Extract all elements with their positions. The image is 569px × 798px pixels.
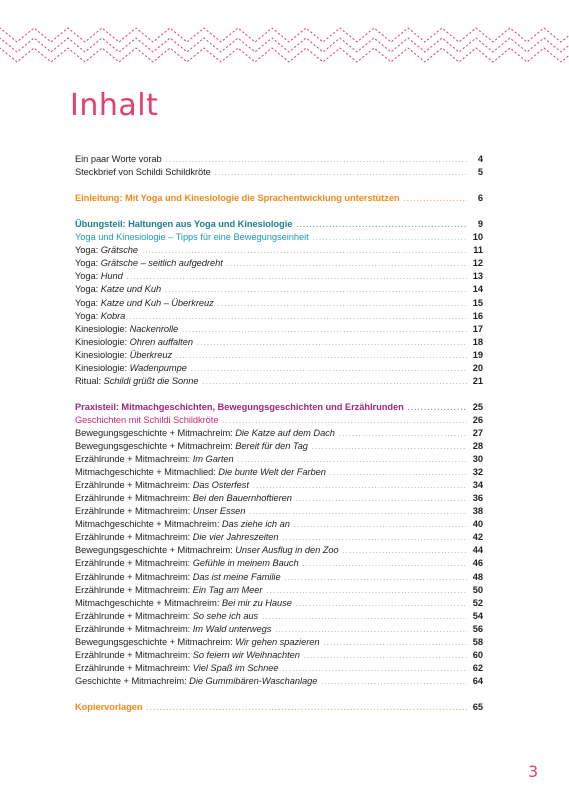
toc-entry[interactable] xyxy=(75,349,483,362)
toc-entry-story-title: Katze und Kuh xyxy=(100,284,162,295)
toc-page-number: 65 xyxy=(472,701,483,712)
toc-entry-category: Erzählrunde + Mitmachreim: xyxy=(75,662,193,673)
dot-leader xyxy=(197,336,467,350)
dot-leader xyxy=(283,531,467,545)
toc-entry-story-title: Die Katze auf dem Dach xyxy=(235,427,335,438)
toc-entry-story-title: Ohren auffalten xyxy=(129,336,193,347)
toc-page-number: 20 xyxy=(472,362,483,373)
toc-entry-story-title: Gefühle in meinem Bauch xyxy=(192,558,299,569)
toc-entry-category: Kopiervorlagen xyxy=(75,701,143,712)
toc-entry-category: Kinesiologie: xyxy=(75,349,130,360)
toc-page-number: 18 xyxy=(472,336,483,347)
toc-page-number: 32 xyxy=(472,467,483,478)
toc-entry-title xyxy=(75,466,326,479)
toc-entry[interactable] xyxy=(75,362,483,375)
dot-leader xyxy=(249,505,467,519)
toc-entry-title xyxy=(75,336,193,349)
toc-entry-title xyxy=(75,414,218,427)
dot-leader xyxy=(304,649,467,663)
toc-entry[interactable] xyxy=(75,270,483,283)
toc-entry[interactable] xyxy=(75,479,483,492)
zigzag-stitch-decoration xyxy=(0,0,569,90)
toc-entry-title xyxy=(75,440,308,453)
toc-entry-story-title: Die bunte Welt der Farben xyxy=(218,467,326,478)
toc-page-number: 11 xyxy=(473,245,483,256)
toc-entry[interactable] xyxy=(75,336,483,349)
toc-entry-title xyxy=(75,623,271,636)
dot-leader xyxy=(303,557,467,571)
toc-entry-title xyxy=(75,362,187,375)
toc-page-number: 64 xyxy=(472,675,483,686)
toc-page-number: 19 xyxy=(472,349,483,360)
toc-entry-category: Mitmachgeschichte + Mitmachlied: xyxy=(75,467,219,478)
toc-entry[interactable] xyxy=(75,166,483,179)
toc-entry-story-title: Ein Tag am Meer xyxy=(192,584,263,595)
toc-entry-story-title: So sehe ich aus xyxy=(192,610,259,621)
zigzag-line xyxy=(0,48,569,62)
toc-entry-title xyxy=(75,270,123,283)
toc-entry-category: Erzählrunde + Mitmachreim: xyxy=(75,649,193,660)
toc-page-number: 16 xyxy=(472,310,483,321)
toc-entry-title xyxy=(75,557,299,570)
dot-leader xyxy=(218,297,467,311)
dot-leader xyxy=(142,244,467,258)
toc-entry[interactable] xyxy=(75,310,483,323)
toc-entry[interactable] xyxy=(75,557,483,570)
toc-entry[interactable] xyxy=(75,466,483,479)
toc-entry-title xyxy=(75,479,249,492)
toc-entry-category: Erzählrunde + Mitmachreim: xyxy=(75,506,193,517)
toc-entry-story-title: Wadenpumpe xyxy=(129,362,187,373)
toc-entry-title xyxy=(75,244,138,257)
toc-entry[interactable] xyxy=(75,649,483,662)
toc-entry-title xyxy=(75,662,278,675)
toc-entry[interactable] xyxy=(75,597,483,610)
toc-page-number: 60 xyxy=(472,649,483,660)
toc-entry-story-title: Unser Ausflug in den Zoo xyxy=(235,545,339,556)
toc-entry-category: Praxisteil: Mitmachgeschichten, Bewegungsgeschichten und Erzählrunden xyxy=(75,401,404,412)
dot-leader xyxy=(238,453,467,467)
toc-page-number: 12 xyxy=(472,258,483,269)
toc-entry-story-title: Katze und Kuh – Überkreuz xyxy=(100,297,214,308)
toc-spacer xyxy=(75,388,483,401)
toc-entry-category: Yoga: xyxy=(75,297,101,308)
toc-entry-category: Ritual: xyxy=(75,375,104,386)
zigzag-line xyxy=(0,38,569,52)
page-title: Inhalt xyxy=(70,88,159,123)
toc-entry-story-title: Bei mir zu Hause xyxy=(221,597,292,608)
toc-page-number: 40 xyxy=(472,519,483,530)
toc-entry-category: Kinesiologie: xyxy=(75,362,130,373)
toc-page-number: 5 xyxy=(477,167,483,178)
toc-entry-category: Erzählrunde + Mitmachreim: xyxy=(75,454,193,465)
toc-entry-title xyxy=(75,701,143,714)
toc-entry-story-title: Überkreuz xyxy=(129,349,173,360)
toc-page-number: 25 xyxy=(472,401,483,412)
toc-entry[interactable] xyxy=(75,218,483,231)
toc-entry[interactable] xyxy=(75,192,483,205)
toc-entry-title xyxy=(75,349,172,362)
toc-spacer xyxy=(75,205,483,218)
toc-entry-title xyxy=(75,257,223,270)
toc-entry[interactable] xyxy=(75,675,483,688)
toc-entry-story-title: Viel Spaß im Schnee xyxy=(192,662,279,673)
toc-entry-story-title: Das ziehe ich an xyxy=(221,519,290,530)
dot-leader xyxy=(129,310,467,324)
toc-entry-category: Kinesiologie: xyxy=(75,336,130,347)
toc-page-number: 15 xyxy=(472,297,483,308)
toc-entry-category: Übungsteil: Haltungen aus Yoga und Kinesiologie xyxy=(75,219,293,230)
toc-entry-title xyxy=(75,231,309,244)
toc-entry-title xyxy=(75,610,258,623)
toc-entry[interactable] xyxy=(75,414,483,427)
toc-entry[interactable] xyxy=(75,544,483,557)
dot-leader xyxy=(294,518,467,532)
dot-leader xyxy=(285,571,467,585)
toc-entry-story-title: Die Gummibären-Waschanlage xyxy=(189,675,318,686)
toc-entry-category: Erzählrunde + Mitmachreim: xyxy=(75,480,193,491)
toc-entry-category: Yoga: xyxy=(75,284,101,295)
toc-entry-story-title: Die vier Jahreszeiten xyxy=(192,532,279,543)
toc-page-number: 28 xyxy=(472,441,483,452)
dot-leader xyxy=(296,218,467,232)
toc-entry[interactable] xyxy=(75,662,483,675)
toc-entry-category: Ein paar Worte vorab xyxy=(75,154,162,164)
dot-leader xyxy=(166,153,467,167)
toc-page-number: 44 xyxy=(472,545,483,556)
dot-leader xyxy=(296,597,467,611)
toc-entry[interactable] xyxy=(75,440,483,453)
dot-leader xyxy=(343,544,467,558)
dot-leader xyxy=(313,231,467,245)
toc-entry[interactable] xyxy=(75,231,483,244)
toc-entry[interactable] xyxy=(75,257,483,270)
dot-leader xyxy=(323,636,467,650)
toc-entry-title xyxy=(75,218,292,231)
toc-entry-title xyxy=(75,375,199,388)
toc-entry[interactable] xyxy=(75,453,483,466)
dot-leader xyxy=(262,610,467,624)
toc-entry-story-title: Bereit für den Tag xyxy=(235,441,308,452)
toc-entry-category: Bewegungsgeschichte + Mitmachreim: xyxy=(75,636,236,647)
toc-entry-story-title: Hund xyxy=(100,271,123,282)
toc-entry-story-title: Wir gehen spazieren xyxy=(235,636,320,647)
toc-entry-title xyxy=(75,597,292,610)
toc-entry-title xyxy=(75,453,234,466)
toc-page-number: 54 xyxy=(472,610,483,621)
toc-entry-category: Erzählrunde + Mitmachreim: xyxy=(75,623,193,634)
toc-entry[interactable] xyxy=(75,505,483,518)
dot-leader xyxy=(408,401,467,415)
toc-entry-story-title: Im Garten xyxy=(192,454,234,465)
toc-spacer xyxy=(75,179,483,192)
toc-entry-title xyxy=(75,505,245,518)
toc-entry-category: Yoga: xyxy=(75,271,101,282)
toc-entry-category: Erzählrunde + Mitmachreim: xyxy=(75,558,193,569)
toc-entry[interactable] xyxy=(75,610,483,623)
toc-page-number: 38 xyxy=(472,506,483,517)
toc-entry-category: Bewegungsgeschichte + Mitmachreim: xyxy=(75,545,236,556)
dot-leader xyxy=(182,323,467,337)
dot-leader xyxy=(222,414,467,428)
toc-entry-category: Yoga und Kinesiologie – Tipps für eine Bewegungseinheit xyxy=(75,232,309,243)
toc-entry-title xyxy=(75,323,178,336)
toc-page-number: 42 xyxy=(472,532,483,543)
toc-entry[interactable] xyxy=(75,283,483,296)
toc-entry-category: Steckbrief von Schildi Schildkröte xyxy=(75,167,211,178)
toc-entry[interactable] xyxy=(75,492,483,505)
toc-page-number: 48 xyxy=(472,571,483,582)
toc-entry-story-title: Nackenrolle xyxy=(129,323,179,334)
toc-entry-title xyxy=(75,636,319,649)
toc-entry[interactable] xyxy=(75,427,483,440)
dot-leader xyxy=(127,270,467,284)
toc-page-number: 36 xyxy=(472,493,483,504)
toc-entry[interactable] xyxy=(75,531,483,544)
toc-entry-category: Bewegungsgeschichte + Mitmachreim: xyxy=(75,441,236,452)
toc-entry-story-title: Grätsche xyxy=(100,245,139,256)
toc-page-number: 17 xyxy=(472,323,483,334)
toc-page-number: 62 xyxy=(472,662,483,673)
toc-entry-title xyxy=(75,492,292,505)
dot-leader xyxy=(165,283,467,297)
dot-leader xyxy=(312,440,467,454)
dot-leader xyxy=(227,257,467,271)
toc-entry-title xyxy=(75,310,125,323)
toc-entry-title xyxy=(75,571,281,584)
toc-entry-title xyxy=(75,531,279,544)
dot-leader xyxy=(215,166,467,180)
dot-leader xyxy=(176,349,467,363)
dot-leader xyxy=(191,362,467,376)
toc-entry[interactable] xyxy=(75,571,483,584)
toc-entry[interactable] xyxy=(75,518,483,531)
toc-page-number: 56 xyxy=(472,623,483,634)
toc-page-number: 52 xyxy=(472,597,483,608)
toc-entry-story-title: Das Osterfest xyxy=(192,480,249,491)
toc-entry-title xyxy=(75,192,400,205)
toc-entry[interactable] xyxy=(75,401,483,414)
toc-page-number: 9 xyxy=(477,219,483,230)
toc-entry[interactable] xyxy=(75,244,483,257)
dot-leader xyxy=(330,466,467,480)
toc-entry[interactable] xyxy=(75,623,483,636)
dot-leader xyxy=(147,701,468,715)
toc-entry[interactable] xyxy=(75,323,483,336)
toc-entry-category: Yoga: xyxy=(75,310,101,321)
dot-leader xyxy=(321,675,467,689)
toc-entry-category: Kinesiologie: xyxy=(75,323,130,334)
toc-entry[interactable] xyxy=(75,636,483,649)
toc-page-number: 13 xyxy=(472,271,483,282)
dot-leader xyxy=(275,623,467,637)
dot-leader xyxy=(339,427,467,441)
toc-entry-category: Erzählrunde + Mitmachreim: xyxy=(75,571,193,582)
toc-entry-category: Erzählrunde + Mitmachreim: xyxy=(75,493,193,504)
dot-leader xyxy=(203,375,467,389)
toc-entry-title xyxy=(75,153,162,166)
toc-page-number: 26 xyxy=(472,414,483,425)
toc-entry-category: Mitmachgeschichte + Mitmachreim: xyxy=(75,597,222,608)
toc-entry[interactable] xyxy=(75,375,483,388)
toc-entry-category: Erzählrunde + Mitmachreim: xyxy=(75,610,193,621)
toc-entry-story-title: Das ist meine Familie xyxy=(192,571,281,582)
toc-entry-title xyxy=(75,675,317,688)
toc-page-number: 6 xyxy=(477,193,483,204)
toc-entry-title xyxy=(75,584,262,597)
toc-entry-title xyxy=(75,297,214,310)
dot-leader xyxy=(404,192,467,206)
toc-page-number: 46 xyxy=(472,558,483,569)
toc-entry-category: Geschichten mit Schildi Schildkröte xyxy=(75,414,219,425)
zigzag-line xyxy=(0,28,569,42)
toc-entry-category: Yoga: xyxy=(75,245,101,256)
dot-leader xyxy=(282,662,467,676)
toc-page-number: 27 xyxy=(472,427,483,438)
toc-entry-title xyxy=(75,649,300,662)
toc-entry-title xyxy=(75,401,404,414)
toc-entry-category: Mitmachgeschichte + Mitmachreim: xyxy=(75,519,222,530)
toc-entry-category: Geschichte + Mitmachreim: xyxy=(75,675,190,686)
dot-leader xyxy=(266,584,467,598)
toc-page-number: 14 xyxy=(472,284,483,295)
toc-entry-story-title: Grätsche – seitlich aufgedreht xyxy=(100,258,223,269)
toc-page-number: 58 xyxy=(472,636,483,647)
dot-leader xyxy=(296,492,467,506)
toc-page-number: 34 xyxy=(472,480,483,491)
toc-entry-category: Bewegungsgeschichte + Mitmachreim: xyxy=(75,427,236,438)
toc-entry-category: Erzählrunde + Mitmachreim: xyxy=(75,532,193,543)
toc-entry[interactable] xyxy=(75,584,483,597)
toc-entry-title xyxy=(75,427,335,440)
dot-leader xyxy=(253,479,467,493)
toc-entry-title xyxy=(75,544,339,557)
toc-entry-story-title: Im Wald unterwegs xyxy=(192,623,272,634)
toc-entry-story-title: Bei den Bauernhoftieren xyxy=(192,493,292,504)
toc-entry[interactable] xyxy=(75,701,483,714)
toc-page-number: 50 xyxy=(472,584,483,595)
toc-entry-category: Yoga: xyxy=(75,258,101,269)
toc-entry-category: Erzählrunde + Mitmachreim: xyxy=(75,584,193,595)
toc-page-number: 21 xyxy=(472,375,483,386)
toc-entry-story-title: Schildi grüßt die Sonne xyxy=(103,375,199,386)
table-of-contents xyxy=(75,153,483,714)
toc-entry[interactable] xyxy=(75,297,483,310)
page-number: 3 xyxy=(528,762,539,781)
toc-entry[interactable] xyxy=(75,153,483,166)
toc-entry-title xyxy=(75,518,290,531)
toc-page-number: 4 xyxy=(477,154,483,164)
toc-entry-story-title: Kobra xyxy=(100,310,126,321)
toc-entry-category: Einleitung: Mit Yoga und Kinesiologie die Sprachentwicklung unterstützen xyxy=(75,193,400,204)
toc-entry-title xyxy=(75,166,211,179)
toc-spacer xyxy=(75,688,483,701)
toc-entry-title xyxy=(75,283,161,296)
toc-page-number: 10 xyxy=(472,232,483,243)
toc-entry-story-title: So feiern wir Weihnachten xyxy=(192,649,300,660)
toc-page-number: 30 xyxy=(472,454,483,465)
toc-entry-story-title: Unser Essen xyxy=(192,506,246,517)
